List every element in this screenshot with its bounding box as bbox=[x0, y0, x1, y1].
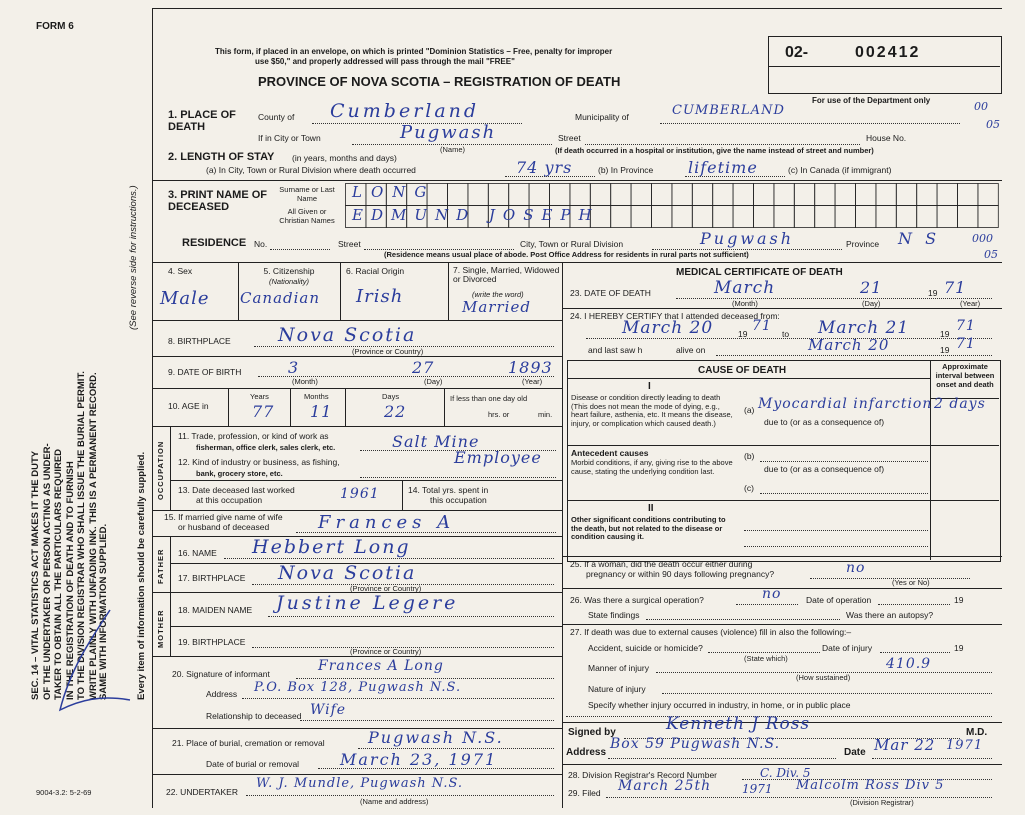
s26-autopsy-label: Was there an autopsy? bbox=[846, 610, 934, 620]
s6-value: Irish bbox=[356, 286, 404, 307]
s22-sub: (Name and address) bbox=[360, 797, 429, 806]
s9-year: 1893 bbox=[508, 358, 553, 377]
s21-date-label: Date of burial or removal bbox=[206, 759, 300, 769]
page-title: PROVINCE OF NOVA SCOTIA – REGISTRATION OF DEATH bbox=[258, 74, 621, 89]
cause-due-2: due to (or as a consequence of) bbox=[764, 464, 885, 474]
s27-acc-label: Accident, suicide or homicide? bbox=[588, 643, 703, 653]
s9-year-label: (Year) bbox=[522, 377, 543, 386]
s7-value: Married bbox=[462, 298, 531, 316]
dept-note: For use of the Department only bbox=[812, 96, 931, 105]
mother-vertical-label: MOTHER bbox=[156, 609, 165, 648]
s6-divider bbox=[448, 262, 449, 320]
row-9-top-rule bbox=[152, 356, 562, 357]
s10-months: 11 bbox=[310, 402, 333, 421]
s23-year-label: (Year) bbox=[960, 299, 981, 308]
row-8-top-rule bbox=[152, 320, 562, 321]
s20-sig-label: 20. Signature of informant bbox=[172, 669, 270, 679]
s2-b: lifetime bbox=[688, 158, 758, 177]
cause-interval-label: Approximate interval between onset and death bbox=[935, 362, 995, 389]
cause-b-line bbox=[760, 461, 928, 462]
s24-last: March 20 bbox=[808, 336, 890, 354]
s25-value: no bbox=[846, 560, 866, 576]
s8-label: 8. BIRTHPLACE bbox=[168, 336, 231, 346]
s21-date: March 23, 1971 bbox=[340, 750, 498, 769]
s6-label: 6. Racial Origin bbox=[346, 266, 405, 276]
s27-nature-line bbox=[662, 693, 992, 694]
signed-date-label: Date bbox=[844, 747, 866, 758]
row-4-top-rule bbox=[152, 262, 1002, 263]
s1-house-label: House No. bbox=[866, 133, 907, 143]
s1-name-label: (Name) bbox=[440, 145, 466, 154]
s2-label: 2. LENGTH OF STAY bbox=[168, 151, 275, 163]
serial-box-divider bbox=[768, 66, 1000, 67]
s10-months-label: Months bbox=[304, 392, 329, 401]
s27-code: 410.9 bbox=[886, 656, 932, 672]
s23-year-prefix: 19 bbox=[928, 288, 938, 298]
s13-label: 13. Date deceased last worked bbox=[178, 485, 295, 495]
s14-sub: this occupation bbox=[430, 495, 487, 505]
row-24-top-rule bbox=[562, 308, 1002, 309]
s27-19: 19 bbox=[954, 643, 964, 653]
row-10-top-rule bbox=[152, 388, 562, 389]
s20-rel-line bbox=[300, 720, 554, 721]
s1-label: 1. PLACE OF DEATH bbox=[168, 109, 236, 133]
s5-label: 5. Citizenship bbox=[263, 266, 315, 276]
s10-years-label: Years bbox=[250, 392, 269, 401]
res-city: Pugwash bbox=[700, 229, 795, 248]
s16-label: 16. NAME bbox=[178, 548, 217, 558]
s3-surname: LONG bbox=[352, 183, 436, 201]
dept-code-1: 00 bbox=[974, 100, 988, 113]
s18-line bbox=[268, 616, 554, 617]
s28-label: 28. Division Registrar's Record Number bbox=[568, 770, 718, 780]
s1-city-label: If in City or Town bbox=[258, 133, 321, 143]
s22-value: W. J. Mundle, Pugwash N.S. bbox=[256, 776, 464, 791]
s11-value: Salt Mine bbox=[392, 432, 480, 451]
cause-other-line-1 bbox=[744, 530, 928, 531]
s15-label: 15. If married give name of wife bbox=[164, 512, 283, 522]
s20-addr: P.O. Box 128, Pugwash N.S. bbox=[254, 680, 462, 695]
res-note: (Residence means usual place of abode. Post Office Address for residents in rural parts not sufficient) bbox=[384, 250, 749, 259]
s24-to: March 21 bbox=[818, 318, 910, 338]
s21-value: Pugwash N.S. bbox=[368, 728, 504, 747]
s2-a-line bbox=[505, 176, 595, 177]
s10-lt-label: If less than one day old bbox=[450, 394, 528, 403]
row-26-top-rule bbox=[562, 588, 1002, 589]
s27-acc-line bbox=[708, 652, 820, 653]
s24-last-19: 19 bbox=[940, 345, 950, 355]
s13-sub: at this occupation bbox=[196, 495, 263, 505]
s3-label: 3. PRINT NAME OF DECEASED bbox=[168, 189, 268, 213]
res-city-label: City, Town or Rural Division bbox=[520, 239, 624, 249]
cause-ante-rule bbox=[567, 445, 999, 446]
s10-years: 77 bbox=[252, 402, 275, 421]
s22-label: 22. UNDERTAKER bbox=[166, 787, 238, 797]
s21-line bbox=[358, 748, 554, 749]
s16-value: Hebbert Long bbox=[252, 536, 411, 558]
s1-muni-label: Municipality of bbox=[575, 112, 629, 122]
s29-label: 29. Filed bbox=[568, 788, 601, 798]
cause-c-label: (c) bbox=[744, 483, 754, 493]
s3-given: EDMUND JOSEPH bbox=[352, 206, 600, 224]
cause-other-label: Other significant conditions contributing to the death, but not related to the disease or condition causing it. bbox=[571, 515, 726, 542]
s15-value: Frances A bbox=[318, 512, 456, 533]
s24-from-year: 71 bbox=[752, 318, 772, 334]
s4-value: Male bbox=[160, 288, 210, 309]
s12-label: 12. Kind of industry or business, as fishing, bbox=[178, 457, 340, 467]
frame-middle bbox=[562, 263, 563, 808]
serial-prefix: 02- bbox=[785, 44, 809, 61]
row-25-top-rule bbox=[562, 556, 1002, 557]
s5-divider bbox=[340, 262, 341, 320]
s20-rel: Wife bbox=[310, 702, 347, 718]
s20-sig-line bbox=[296, 678, 554, 679]
cause-b-label: (b) bbox=[744, 451, 755, 461]
cause-a-interval: 2 days bbox=[934, 396, 986, 412]
occupation-vertical-label: OCCUPATION bbox=[156, 440, 165, 500]
margin-check-mark bbox=[30, 600, 140, 730]
row-28-top-rule bbox=[562, 764, 1002, 765]
s24-line-1 bbox=[586, 338, 992, 339]
sidebar-every-item: Every item of information should be carefully supplied. bbox=[136, 451, 147, 700]
s9-day: 27 bbox=[412, 358, 435, 377]
s1-muni-line bbox=[660, 123, 960, 124]
s17-label: 17. BIRTHPLACE bbox=[178, 573, 246, 583]
cause-other-rule bbox=[567, 500, 999, 501]
s10-days: 22 bbox=[384, 402, 407, 421]
mother-divider bbox=[170, 592, 171, 656]
s23-year: 71 bbox=[944, 278, 967, 297]
s2-b-label: (b) In Province bbox=[598, 165, 654, 175]
s1-street-label: Street bbox=[558, 133, 581, 143]
row-13-top-rule bbox=[170, 480, 562, 481]
s27-manner-label: Manner of injury bbox=[588, 663, 649, 673]
s27-injdate-label: Date of injury bbox=[822, 643, 873, 653]
s23-label: 23. DATE OF DEATH bbox=[570, 288, 651, 298]
s3-top-rule bbox=[152, 180, 1002, 181]
father-vertical-label: FATHER bbox=[156, 548, 165, 584]
s26-findings-label: State findings bbox=[588, 610, 640, 620]
s14-label: 14. Total yrs. spent in bbox=[408, 485, 489, 495]
s3-given-label: All Given or Christian Names bbox=[279, 207, 335, 225]
res-prov-label: Province bbox=[846, 239, 880, 249]
frame-left bbox=[152, 8, 153, 808]
s27-sustained: (How sustained) bbox=[796, 673, 851, 682]
s26-line bbox=[736, 604, 798, 605]
s7-sub: (write the word) bbox=[472, 290, 524, 299]
sidebar-same: SAME WITH INFORMATION SUPPLIED. bbox=[98, 523, 109, 700]
s20-addr-line bbox=[242, 698, 554, 699]
signed-md: M.D. bbox=[966, 727, 988, 738]
cause-roman-1: I bbox=[648, 381, 651, 392]
s27-nature-label: Nature of injury bbox=[588, 684, 646, 694]
father-divider bbox=[170, 536, 171, 592]
s23-line bbox=[676, 298, 992, 299]
s10-div-2 bbox=[345, 388, 346, 426]
s9-day-label: (Day) bbox=[424, 377, 443, 386]
row-27-top-rule bbox=[562, 624, 1002, 625]
s29-registrar: Malcolm Ross Div 5 bbox=[796, 778, 945, 793]
s18-label: 18. MAIDEN NAME bbox=[178, 605, 253, 615]
s29-value: March 25th bbox=[618, 778, 712, 794]
s25-line bbox=[810, 578, 970, 579]
s19-label: 19. BIRTHPLACE bbox=[178, 637, 246, 647]
dept-code-2: 05 bbox=[986, 118, 1000, 131]
cause-interval-divider bbox=[930, 360, 931, 560]
s26-findings-line bbox=[646, 619, 840, 620]
s23-month: March bbox=[714, 278, 776, 298]
s26-date-label: Date of operation bbox=[806, 595, 872, 605]
s3-surname-label: Surname or Last Name bbox=[279, 185, 335, 203]
s4-label: 4. Sex bbox=[168, 266, 193, 276]
s27-state: (State which) bbox=[744, 654, 788, 663]
s24-last-year: 71 bbox=[956, 336, 976, 352]
s10-label: 10. AGE in bbox=[168, 401, 209, 411]
s2-c-label: (c) In Canada (if immigrant) bbox=[788, 165, 892, 175]
s29-line bbox=[606, 797, 992, 798]
s2-a-label: (a) In City, Town or Rural Division where death occurred bbox=[206, 165, 416, 175]
signed-addr: Box 59 Pugwash N.S. bbox=[610, 736, 781, 752]
s26-value: no bbox=[762, 586, 782, 602]
s12-sub: bank, grocery store, etc. bbox=[196, 469, 283, 478]
s27-injdate-line bbox=[880, 652, 950, 653]
s20-sig: Frances A Long bbox=[318, 658, 444, 674]
s24-to-label: to bbox=[782, 329, 790, 339]
s29-registrar-label: (Division Registrar) bbox=[850, 798, 914, 807]
s20-addr-label: Address bbox=[206, 689, 238, 699]
s23-day: 21 bbox=[860, 278, 883, 297]
form-code: 9004-3.2: 5-2-69 bbox=[36, 788, 92, 797]
s11-sub: fisherman, office clerk, sales clerk, etc. bbox=[196, 443, 336, 452]
signed-addr-label: Address bbox=[566, 747, 607, 758]
s17-value: Nova Scotia bbox=[278, 562, 417, 584]
row-22-top-rule bbox=[152, 774, 562, 775]
s9-month: 3 bbox=[288, 358, 300, 377]
s4-divider bbox=[238, 262, 239, 320]
res-no-line bbox=[270, 249, 330, 250]
res-code-2: 05 bbox=[984, 248, 998, 261]
s2-a: 74 yrs bbox=[516, 158, 573, 177]
s10-days-label: Days bbox=[382, 392, 400, 401]
signed-date: Mar 22 bbox=[874, 736, 936, 754]
s22-line bbox=[246, 795, 554, 796]
s27-label: 27. If death was due to external causes (violence) fill in also the following:– bbox=[570, 627, 852, 637]
row-15-top-rule bbox=[152, 510, 562, 511]
res-prov: N S bbox=[898, 229, 941, 248]
frame-top bbox=[152, 8, 1002, 9]
signed-date-line bbox=[872, 758, 992, 759]
cause-a-label: (a) bbox=[744, 405, 755, 415]
s26-label: 26. Was there a surgical operation? bbox=[570, 595, 704, 605]
cause-other-line-2 bbox=[744, 546, 928, 547]
form-number: FORM 6 bbox=[36, 21, 74, 32]
s24-alive-label: alive on bbox=[676, 345, 706, 355]
s20-rel-label: Relationship to deceased bbox=[206, 711, 302, 721]
s8-value: Nova Scotia bbox=[278, 324, 417, 346]
res-no-label: No. bbox=[254, 239, 268, 249]
s9-label: 9. DATE OF BIRTH bbox=[168, 367, 242, 377]
s1-muni: CUMBERLAND bbox=[672, 103, 785, 118]
occupation-divider bbox=[170, 426, 171, 510]
sidebar-see-reverse: (See reverse side for instructions.) bbox=[128, 185, 139, 330]
s24-from-19: 19 bbox=[738, 329, 748, 339]
s2-sub: (in years, months and days) bbox=[292, 153, 397, 163]
cause-title: CAUSE OF DEATH bbox=[698, 365, 787, 376]
cause-direct-label: Disease or condition directly leading to death (This does not mean the mode of dying, e.g., heart failure, asthenia, etc. It means the disease, injury, or complication which caused death.) bbox=[571, 393, 733, 428]
s10-hrs-label: hrs. or bbox=[488, 410, 510, 419]
s12-line bbox=[360, 477, 556, 478]
cause-antecedent-sub: Morbid conditions, if any, giving rise to the above cause, stating the underlying condition last. bbox=[571, 458, 733, 476]
s29-year: 1971 bbox=[742, 782, 773, 796]
s5-sub: (Nationality) bbox=[268, 277, 309, 286]
s23-day-label: (Day) bbox=[862, 299, 881, 308]
cause-antecedent-label: Antecedent causes bbox=[571, 448, 649, 458]
s24-to-year: 71 bbox=[956, 318, 976, 334]
s25-sub: pregnancy or within 90 days following pregnancy? bbox=[586, 569, 775, 579]
s11-label: 11. Trade, profession, or kind of work as bbox=[178, 431, 329, 441]
s25-label: 25. If a woman, did the death occur either during bbox=[570, 559, 753, 569]
s1-street-line bbox=[585, 144, 860, 145]
s10-min-label: min. bbox=[538, 410, 553, 419]
s24-line-2 bbox=[716, 355, 992, 356]
s7-label: 7. Single, Married, Widowed or Divorced bbox=[453, 265, 560, 284]
s19-sub: (Province or Country) bbox=[350, 647, 422, 656]
signed-addr-line bbox=[608, 758, 836, 759]
row-19-top-rule bbox=[170, 626, 562, 627]
s23-month-label: (Month) bbox=[732, 299, 758, 308]
cause-roman-2: II bbox=[648, 503, 654, 514]
s28-value: C. Div. 5 bbox=[760, 766, 811, 780]
s13-divider bbox=[402, 480, 403, 510]
serial-number: 002412 bbox=[855, 44, 921, 61]
s16-line bbox=[224, 558, 554, 559]
s24-to-19: 19 bbox=[940, 329, 950, 339]
s17-sub: (Province or Country) bbox=[350, 584, 422, 593]
signed-year: 1971 bbox=[946, 738, 984, 753]
s1-note: (If death occurred in a hospital or institution, give the name instead of street and number) bbox=[555, 146, 874, 155]
s15-line bbox=[296, 532, 556, 533]
header-notice-2: use $50," and properly addressed will pass through the mail "FREE" bbox=[255, 57, 515, 66]
res-code-1: 000 bbox=[972, 232, 993, 245]
s26-date-line bbox=[878, 604, 950, 605]
s27-specify-label: Specify whether injury occurred in industry, in home, or in public place bbox=[588, 700, 851, 710]
s13-value: 1961 bbox=[340, 486, 380, 502]
res-street-label: Street bbox=[338, 239, 361, 249]
row-20-top-rule bbox=[152, 656, 562, 657]
row-11-top-rule bbox=[152, 426, 562, 427]
s5-value: Canadian bbox=[240, 289, 321, 307]
s8-sub: (Province or Country) bbox=[352, 347, 424, 356]
s21-date-line bbox=[318, 768, 554, 769]
s15-sub: or husband of deceased bbox=[178, 522, 270, 532]
cause-due-1: due to (or as a consequence of) bbox=[764, 417, 885, 427]
res-label: RESIDENCE bbox=[182, 237, 247, 249]
header-notice-1: This form, if placed in an envelope, on which is printed "Dominion Statistics – Free, penalty for improper bbox=[215, 47, 613, 56]
s9-month-label: (Month) bbox=[292, 377, 318, 386]
s26-19: 19 bbox=[954, 595, 964, 605]
s18-value: Justine Legere bbox=[276, 592, 459, 614]
s25-yn: (Yes or No) bbox=[892, 578, 930, 587]
cause-c-line bbox=[760, 493, 928, 494]
signed-value: Kenneth J Ross bbox=[666, 714, 811, 734]
s1-county-label: County of bbox=[258, 112, 295, 122]
s10-div-1 bbox=[290, 388, 291, 426]
s24-last-label: and last saw h bbox=[588, 345, 643, 355]
cause-a: Myocardial infarction bbox=[758, 396, 933, 412]
s24-from: March 20 bbox=[622, 318, 714, 338]
s10-div-0 bbox=[228, 388, 229, 426]
s2-b-line bbox=[685, 176, 785, 177]
s10-div-3 bbox=[444, 388, 445, 426]
s24-label: 24. I HEREBY CERTIFY that I attended deceased from: bbox=[570, 311, 780, 321]
sidebar-instructions: SEC. 14 – VITAL STATISTICS ACT MAKES IT THE DUTY OF THE UNDERTAKER OR PERSON ACTING AS UNDER- TAKER TO OBTAIN ALL THE PARTICULARS REQUIRED IN THE REGISTRATION OF DEATH AND TO FURNISH TO THE DIVISION REGISTRAR WHO SHALL ISSUE THE BURIAL PERMIT. WRITE PLAINLY WITH UNFADING INK. THIS IS A PERMANENT RECORD. bbox=[30, 371, 99, 700]
signed-label: Signed by bbox=[568, 727, 616, 738]
s12-value: Employee bbox=[454, 448, 542, 467]
s21-label: 21. Place of burial, cremation or removal bbox=[172, 738, 325, 748]
s1-city: Pugwash bbox=[400, 122, 497, 143]
s1-county: Cumberland bbox=[330, 100, 480, 122]
med-title: MEDICAL CERTIFICATE OF DEATH bbox=[676, 267, 843, 278]
cause-title-rule bbox=[567, 378, 930, 379]
